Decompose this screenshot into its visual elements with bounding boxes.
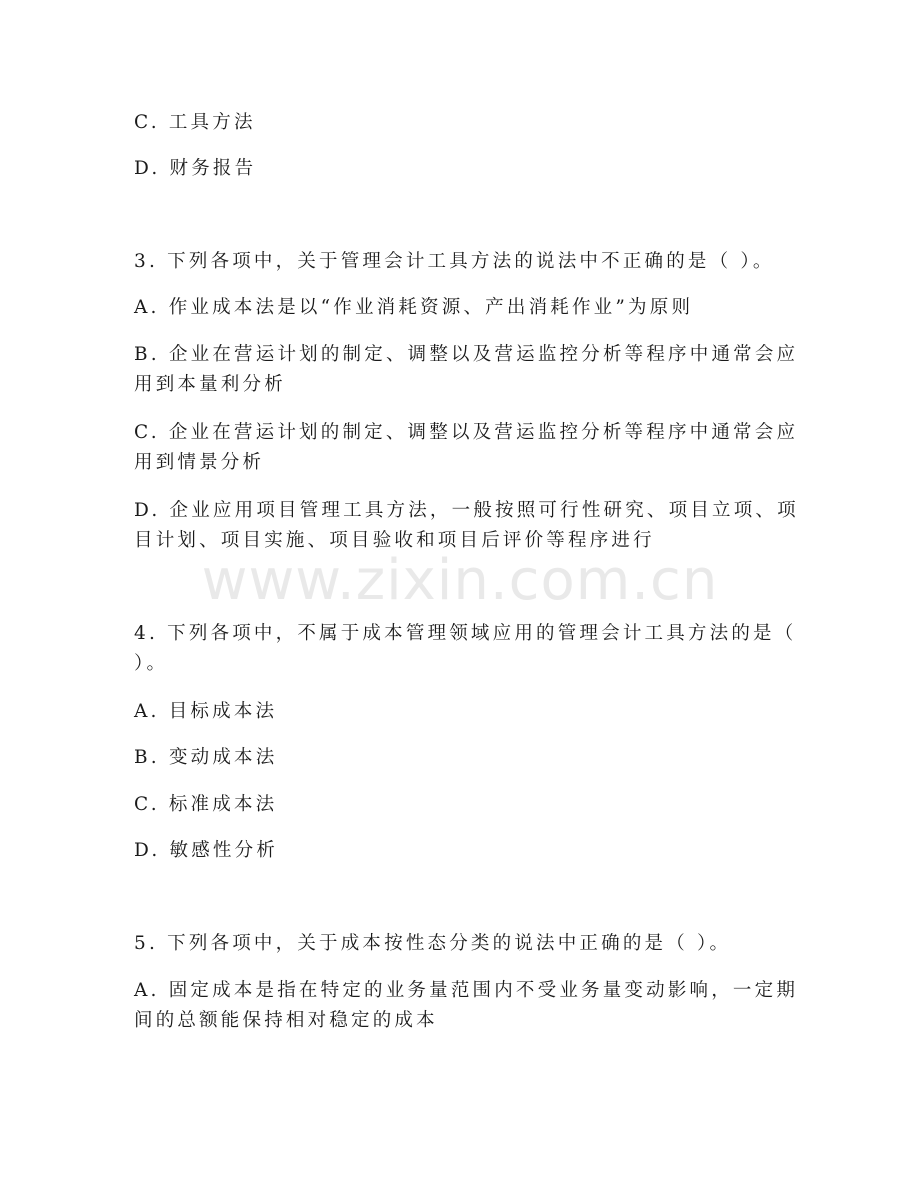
question-4-line2: ）。 [134, 653, 169, 674]
q3-option-a: A. 作业成本法是以“作业消耗资源、产出消耗作业”为原则 [134, 297, 694, 318]
watermark: www.zixin.com.cn [201, 548, 719, 613]
option-c-prev: C. 工具方法 [134, 112, 256, 133]
q4-option-c: C. 标准成本法 [134, 794, 278, 815]
q4-option-d: D. 敏感性分析 [134, 840, 279, 861]
q3-option-d-line2: 目计划、项目实施、项目验收和项目后评价等程序进行 [134, 530, 655, 551]
q3-option-b-line2: 用到本量利分析 [134, 374, 286, 395]
q4-option-a: A. 目标成本法 [134, 701, 278, 722]
question-5: 5. 下列各项中，关于成本按性态分类的说法中正确的是（ ）。 [134, 933, 732, 954]
q5-option-a-line2: 间的总额能保持相对稳定的成本 [134, 1010, 438, 1031]
q4-option-b: B. 变动成本法 [134, 747, 278, 768]
q3-option-c-line2: 用到情景分析 [134, 452, 265, 473]
q3-option-b-line1: B. 企业在营运计划的制定、调整以及营运监控分析等程序中通常会应 [134, 344, 799, 365]
option-d-prev: D. 财务报告 [134, 158, 257, 179]
q3-option-c-line1: C. 企业在营运计划的制定、调整以及营运监控分析等程序中通常会应 [134, 422, 799, 443]
q3-option-d-line1: D. 企业应用项目管理工具方法，一般按照可行性研究、项目立项、项 [134, 500, 799, 521]
question-3: 3. 下列各项中，关于管理会计工具方法的说法中不正确的是（ ）。 [134, 251, 775, 272]
question-4-line1: 4. 下列各项中，不属于成本管理领域应用的管理会计工具方法的是（ [134, 623, 797, 644]
q5-option-a-line1: A. 固定成本是指在特定的业务量范围内不受业务量变动影响，一定期 [134, 980, 799, 1001]
